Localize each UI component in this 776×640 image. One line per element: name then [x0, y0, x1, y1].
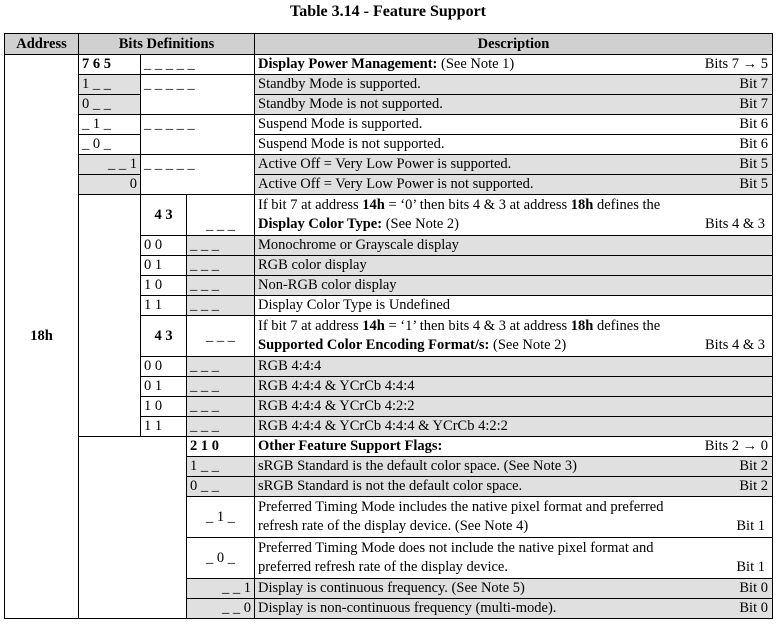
encoding-row-text: RGB 4:4:4	[255, 357, 773, 377]
encoding-row-fill: _ _ _	[187, 397, 255, 417]
timing-row-text: Preferred Timing Mode includes the native pixel format and preferred refresh rate of the display device. (See Note 4) Bit 1	[255, 497, 773, 538]
color-type-row-fill: _ _ _	[187, 256, 255, 276]
power-row	[5, 175, 773, 195]
description-header: Description	[255, 34, 773, 55]
power-row-bits: _ 1 _	[79, 115, 141, 135]
freq-row-text: Display is non-continuous frequency (multi-mode). Bit 0	[255, 599, 773, 619]
freq-row-text: Display is continuous frequency. (See Note 5) Bit 0	[255, 579, 773, 599]
power-row-fill: _ _ _ _ _	[141, 155, 255, 195]
header-row	[5, 34, 773, 55]
color-type-row-fill: _ _ _	[187, 296, 255, 316]
power-row	[5, 155, 773, 175]
power-range: Bits 7 → 5	[704, 56, 768, 72]
power-row-bits: 1 _ _	[79, 75, 141, 95]
address-header: Address	[5, 34, 79, 55]
power-row-bits: _ _ 1	[79, 155, 141, 175]
encoding-row-text: RGB 4:4:4 & YCrCb 4:4:4 & YCrCb 4:2:2	[255, 417, 773, 437]
power-heading-text: Display Power Management:	[258, 56, 438, 72]
color-type-row-text: Display Color Type is Undefined	[255, 296, 773, 316]
power-heading-row	[5, 55, 773, 75]
color-type-row-bits: 1 0	[141, 276, 187, 296]
power-row-bits: _ 0 _	[79, 135, 141, 155]
encoding-row-bits: 1 1	[141, 417, 187, 437]
power-row-fill: _ _ _ _ _	[141, 115, 255, 155]
srgb-row-bits: 1 _ _	[187, 457, 255, 477]
power-row	[5, 75, 773, 95]
color-type-heading: If bit 7 at address 14h = ‘0’ then bits 4 & 3 at address 18h defines the Display Color Type: (See Note 2) Bits 4 & 3	[255, 195, 773, 236]
encoding-row-fill: _ _ _	[187, 417, 255, 437]
color-type-row-bits: 0 0	[141, 236, 187, 256]
color-type-heading-row	[5, 195, 773, 236]
color-type-dash: _ _ _	[187, 195, 255, 236]
color-type-row-bits: 0 1	[141, 256, 187, 276]
encoding-row-bits: 0 0	[141, 357, 187, 377]
color-type-row-text: Monochrome or Grayscale display	[255, 236, 773, 256]
color-type-row-text: RGB color display	[255, 256, 773, 276]
encoding-row-bits: 0 1	[141, 377, 187, 397]
encoding-row-bits: 1 0	[141, 397, 187, 417]
color-type-row-fill: _ _ _	[187, 236, 255, 256]
encoding-heading: If bit 7 at address 14h = ‘1’ then bits 4 & 3 at address 18h defines the Supported Color Encoding Format/s: (See Note 2) Bits 4 & 3	[255, 316, 773, 357]
power-heading	[255, 55, 773, 75]
srgb-row-text: sRGB Standard is the default color space. (See Note 3) Bit 2	[255, 457, 773, 477]
timing-row-text: Preferred Timing Mode does not include the native pixel format and preferred refresh rate of the display device. Bit 1	[255, 538, 773, 579]
color-type-bits-label: 4 3	[141, 195, 187, 236]
timing-row-bits: _ 0 _	[187, 538, 255, 579]
bits-blank	[79, 437, 187, 619]
color-type-row-fill: _ _ _	[187, 276, 255, 296]
power-row-text: Suspend Mode is supported. Bit 6	[255, 115, 773, 135]
srgb-row-bits: 0 _ _	[187, 477, 255, 497]
encoding-row-fill: _ _ _	[187, 377, 255, 397]
address-cell: 18h	[5, 55, 79, 619]
power-note: (See Note 1)	[440, 56, 515, 72]
freq-row-bits: _ _ 1	[187, 579, 255, 599]
encoding-dash: _ _ _	[187, 316, 255, 357]
encoding-row-text: RGB 4:4:4 & YCrCb 4:4:4	[255, 377, 773, 397]
color-type-row-text: Non-RGB color display	[255, 276, 773, 296]
power-row-text: Standby Mode is supported. Bit 7	[255, 75, 773, 95]
power-row-text: Active Off = Very Low Power is not supported. Bit 5	[255, 175, 773, 195]
power-row	[5, 135, 773, 155]
power-row-text: Active Off = Very Low Power is supported. Bit 5	[255, 155, 773, 175]
power-row-bits: 0	[79, 175, 141, 195]
power-row-text: Suspend Mode is not supported. Bit 6	[255, 135, 773, 155]
encoding-bits-label: 4 3	[141, 316, 187, 357]
other-heading: Other Feature Support Flags: Bits 2 → 0	[255, 437, 773, 457]
power-row-text: Standby Mode is not supported. Bit 7	[255, 95, 773, 115]
power-bits-dash: _ _ _ _ _	[141, 55, 255, 75]
power-row	[5, 95, 773, 115]
power-bits-label: 7 6 5	[79, 55, 141, 75]
other-bits-label: 2 1 0	[187, 437, 255, 457]
other-heading-row	[5, 437, 773, 457]
power-row-fill: _ _ _ _ _	[141, 75, 255, 115]
timing-row-bits: _ 1 _	[187, 497, 255, 538]
power-row-bits: 0 _ _	[79, 95, 141, 115]
bits-header: Bits Definitions	[79, 34, 255, 55]
color-type-row-bits: 1 1	[141, 296, 187, 316]
bits-blank	[79, 195, 141, 437]
encoding-row-fill: _ _ _	[187, 357, 255, 377]
feature-support-table	[4, 33, 773, 619]
srgb-row-text: sRGB Standard is not the default color space. Bit 2	[255, 477, 773, 497]
freq-row-bits: _ _ 0	[187, 599, 255, 619]
power-row	[5, 115, 773, 135]
encoding-row-text: RGB 4:4:4 & YCrCb 4:2:2	[255, 397, 773, 417]
table-title: Table 3.14 - Feature Support	[289, 3, 486, 20]
